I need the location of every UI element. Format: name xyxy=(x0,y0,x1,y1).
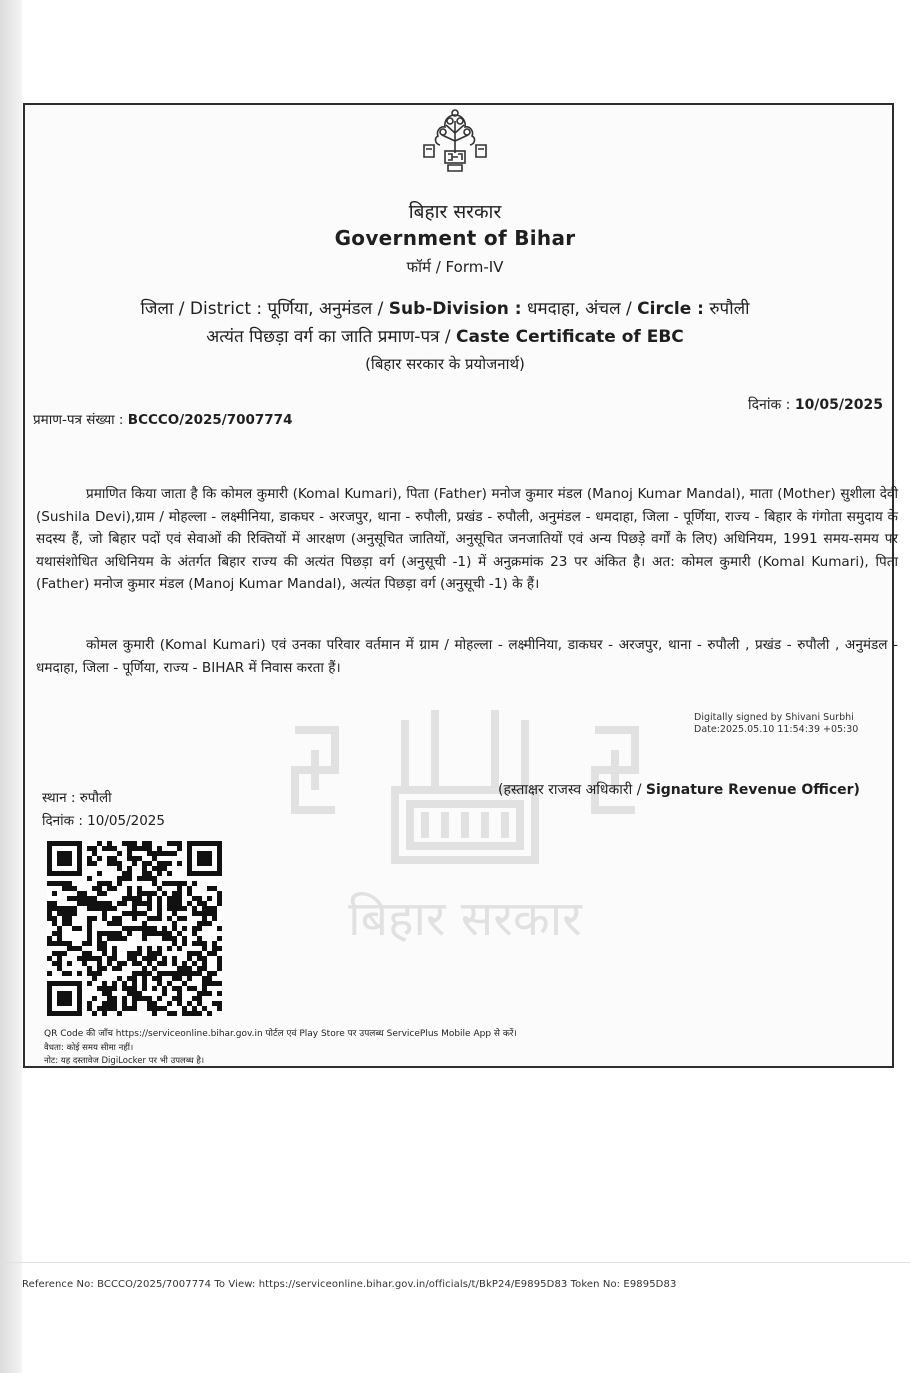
digital-signature-block xyxy=(694,712,858,736)
subdivision-label: Sub-Division : xyxy=(388,299,522,319)
govt-title-hindi: बिहार सरकार xyxy=(408,201,502,223)
certificate-title xyxy=(0,324,900,347)
certificate-body-paragraph-2: कोमल कुमारी (Komal Kumari) एवं उनका परिवार वर्तमान में ग्राम / मोहल्ला - लक्ष्मीनिया, डाकघर - अरजपुर, थाना - रुपौली , प्रखंड - रुपौली , अनुमंडल - धमदाहा, जिला - पूर्णिया, राज्य - BIHAR में निवास करता हैं। xyxy=(36,637,898,676)
digital-signature-signer: Digitally signed by Shivani Surbhi xyxy=(694,712,854,723)
place xyxy=(42,788,112,806)
signature-label-hindi: (हस्ताक्षर राजस्व अधिकारी / xyxy=(498,782,642,798)
subdivision-value: धमदाहा, अंचल / xyxy=(527,299,632,319)
reference-footer: Reference No: BCCCO/2025/7007774 To View: https://serviceonline.bihar.gov.in/officials/t/BkP24/E9895D83 Token No: E9895D83 xyxy=(22,1279,677,1290)
digital-signature-date: Date:2025.05.10 11:54:39 +05:30 xyxy=(694,724,859,735)
district-line xyxy=(0,296,900,319)
qr-verification-note: QR Code की जाँच https://serviceonline.bihar.gov.in पोर्टल एवं Play Store पर उपलब्ध ServicePlus Mobile App से करें। xyxy=(44,1029,517,1039)
govt-title-english: Government of Bihar xyxy=(334,226,576,250)
issue-date-label: दिनांक : xyxy=(748,397,791,413)
certificate-title-hindi: अत्यंत पिछड़ा वर्ग का जाति प्रमाण-पत्र / xyxy=(206,327,451,347)
footer-date-value: 10/05/2025 xyxy=(87,813,165,829)
page-bottom-divider xyxy=(0,1262,910,1263)
watermark-text: बिहार सरकार xyxy=(348,891,582,947)
certificate-title-english: Caste Certificate of EBC xyxy=(456,327,684,347)
form-number: फॉर्म / Form-IV xyxy=(406,258,504,276)
district-value: पूर्णिया, अनुमंडल / xyxy=(267,299,384,319)
certificate-number-label: प्रमाण-पत्र संख्या : xyxy=(33,412,124,428)
validity-note: वैधता: कोई समय सीमा नहीं। xyxy=(44,1043,134,1053)
issue-date xyxy=(748,395,883,414)
signature-label-english: Signature Revenue Officer) xyxy=(645,782,860,798)
issue-date-value: 10/05/2025 xyxy=(794,397,883,413)
certificate-purpose: (बिहार सरकार के प्रयोजनार्थ) xyxy=(365,355,525,373)
certificate-body-paragraph-1: प्रमाणित किया जाता है कि कोमल कुमारी (Komal Kumari), पिता (Father) मनोज कुमार मंडल (Manoj Kumar Mandal), माता (Mother) सुशीला देवी (Sushila Devi),ग्राम / मोहल्ला - लक्ष्मीनिया, डाकघर - अरजपुर, थाना - रुपौली, प्रखंड - रुपौली, अनुमंडल - धमदाहा, जिला - पूर्णिया, राज्य - बिहार के गंगोता समुदाय के सदस्य हैं, जो बिहार पदों एवं सेवाओं की रिक्तियों में आरक्षण (अनुसूचित जातियों, अनुसूचित जनजातियों एवं अन्य पिछड़े वर्गों के लिए) अधिनियम, 1991 समय-समय पर यथासंशोधित अधिनियम के अंतर्गत बिहार राज्य की अत्यंत पिछड़ा वर्ग (अनुसूची -1) में अनुक्रमांक 23 पर अंकित है। अत: कोमल कुमारी (Komal Kumari), पिता (Father) मनोज कुमार मंडल (Manoj Kumar Mandal), अत्यंत पिछड़ा वर्ग (अनुसूची -1) के हैं। xyxy=(36,486,898,592)
district-label: जिला / District : xyxy=(140,299,263,319)
bihar-watermark-icon xyxy=(285,700,645,960)
qr-code[interactable] xyxy=(47,841,222,1016)
circle-label: Circle : xyxy=(637,299,704,319)
circle-value: रुपौली xyxy=(709,299,750,319)
certificate-number-value: BCCCO/2025/7007774 xyxy=(127,412,293,428)
digilocker-note: नोट: यह दस्तावेज DigiLocker पर भी उपलब्ध है। xyxy=(44,1056,205,1066)
footer-date-label: दिनांक : xyxy=(42,813,83,829)
place-value: रुपौली xyxy=(79,790,112,806)
bihar-emblem-icon xyxy=(412,105,498,177)
footer-date xyxy=(42,811,165,829)
signature-revenue-officer xyxy=(498,780,860,799)
certificate-number xyxy=(33,410,292,428)
place-label: स्थान : xyxy=(42,790,76,806)
